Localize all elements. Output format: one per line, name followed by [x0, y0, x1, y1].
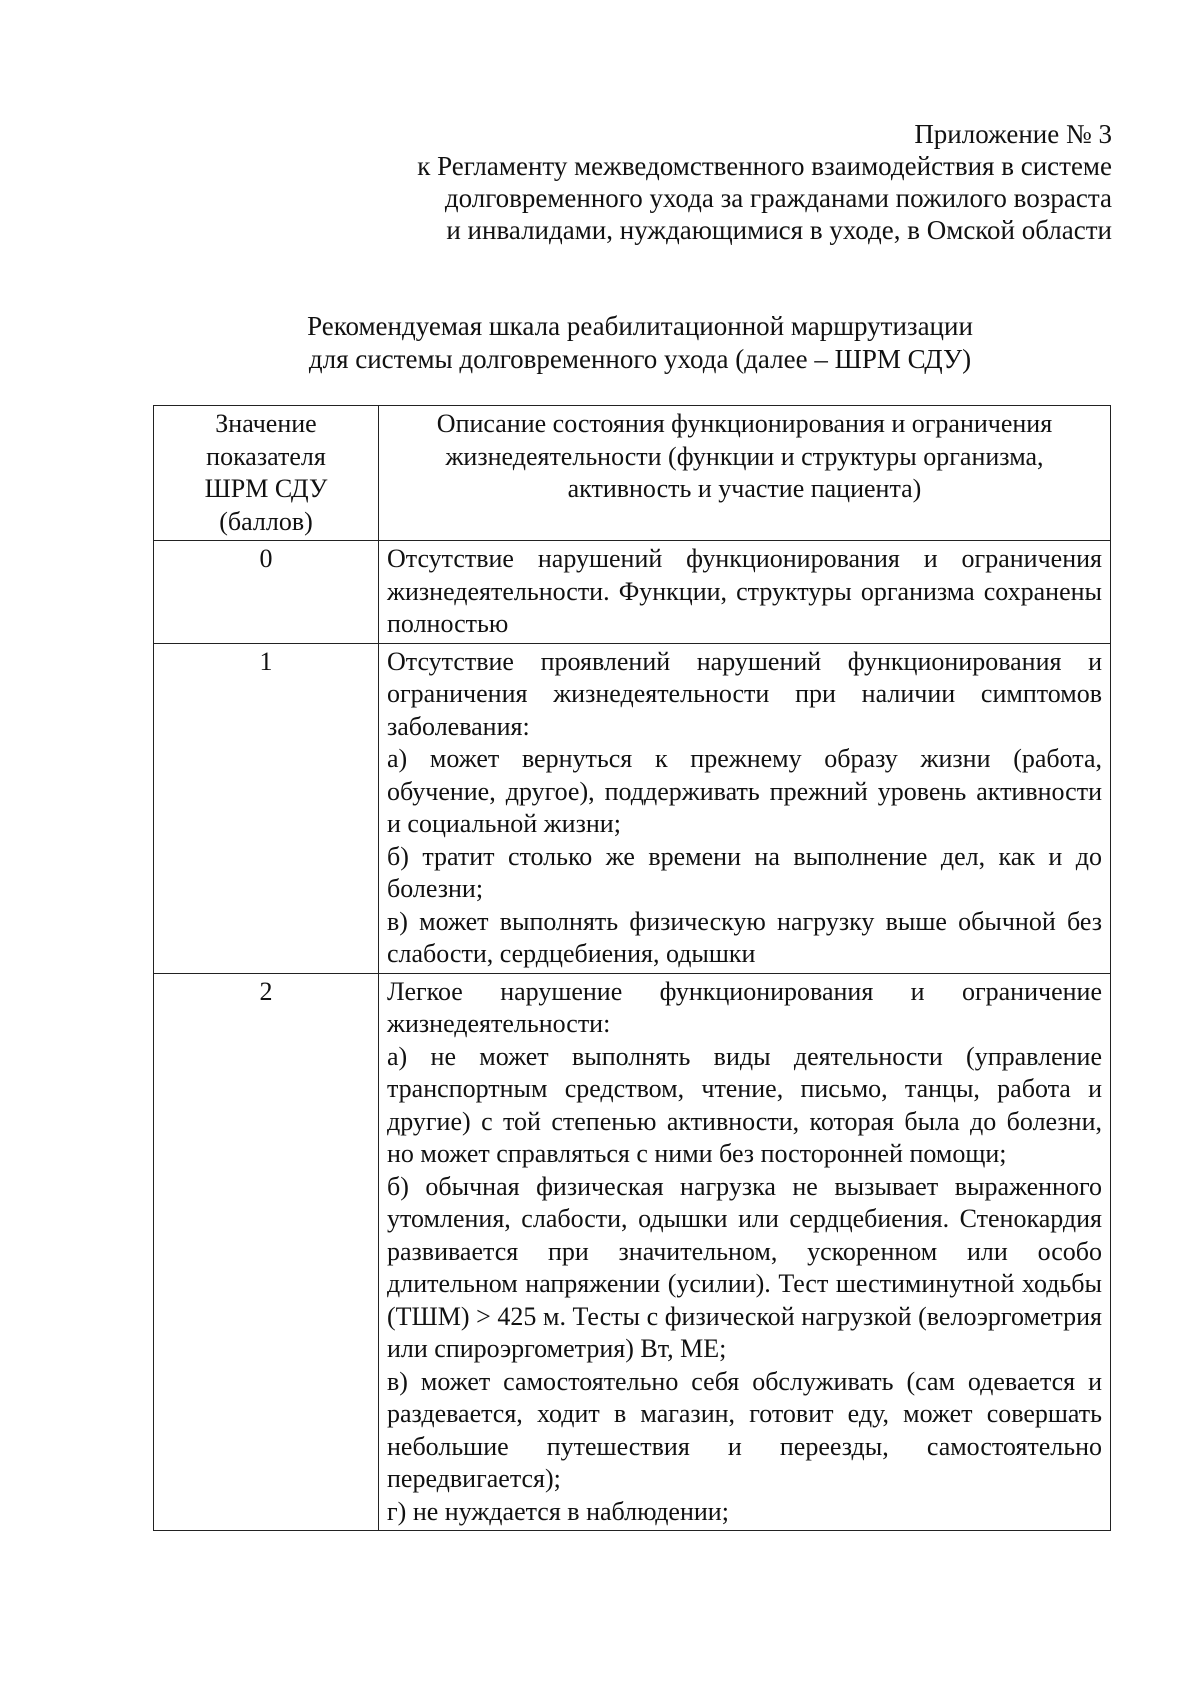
- header-text: Значение: [215, 409, 317, 438]
- header-text: активность и участие пациента): [567, 474, 922, 503]
- header-text: жизнедеятельности (функции и структуры организма,: [445, 441, 1044, 471]
- score-cell: 2: [154, 973, 379, 1531]
- description-paragraph: г) не нуждается в наблюдении;: [387, 1496, 729, 1526]
- table-header-row: [154, 406, 1111, 541]
- title-line: для системы долговременного ухода (далее – ШРМ СДУ): [308, 344, 972, 374]
- header-text: показателя: [206, 441, 326, 471]
- header-description-column: [379, 406, 1111, 541]
- header-text: ШРМ СДУ: [204, 474, 328, 503]
- description-paragraph: Отсутствие проявлений нарушений функционирования и ограничения жизнедеятельности при наличии симптомов заболевания:: [387, 646, 1102, 741]
- table-row: [154, 643, 1111, 973]
- appendix-line: долговременного ухода за гражданами пожилого возраста: [444, 183, 1112, 213]
- description-cell: [379, 973, 1111, 1531]
- appendix-line: и инвалидами, нуждающимися в уходе, в Омской области: [446, 215, 1112, 245]
- description-cell: [379, 643, 1111, 973]
- description-paragraph: а) может вернуться к прежнему образу жизни (работа, обучение, другое), поддерживать прежний уровень активности и социальной жизни;: [387, 744, 1102, 838]
- appendix-header: [212, 118, 1112, 246]
- appendix-line: Приложение № 3: [914, 119, 1112, 149]
- description-paragraph: в) может выполнять физическую нагрузку выше обычной без слабости, сердцебиения, одышки: [387, 906, 1102, 968]
- description-paragraph: Отсутствие нарушений функционирования и ограничения жизнедеятельности. Функции, структуры организма сохранены полностью: [387, 544, 1102, 638]
- description-paragraph: Легкое нарушение функционирования и ограничение жизнедеятельности:: [387, 976, 1102, 1038]
- header-text: Описание состояния функционирования и ограничения: [436, 409, 1053, 438]
- header-score-column: [154, 406, 379, 541]
- description-paragraph: б) обычная физическая нагрузка не вызывает выраженного утомления, слабости, одышки или сердцебиения. Стенокардия развивается при значительном, ускоренном или особо длительном напряжении (усилии). Тест шестиминутной ходьбы (ТШМ) > 425 м. Тесты с физической нагрузкой (велоэргометрия или спироэргометрия) Вт, МЕ;: [387, 1171, 1102, 1363]
- scale-table: [153, 405, 1111, 1531]
- appendix-line: к Регламенту межведомственного взаимодействия в системе: [417, 151, 1112, 181]
- title-line: Рекомендуемая шкала реабилитационной маршрутизации: [307, 311, 973, 341]
- description-cell: [379, 541, 1111, 644]
- score-cell: 1: [154, 643, 379, 973]
- table-row: [154, 541, 1111, 644]
- header-text: (баллов): [219, 506, 313, 536]
- score-cell: 0: [154, 541, 379, 644]
- description-paragraph: а) не может выполнять виды деятельности (управление транспортным средством, чтение, письмо, танцы, работа и другие) с той степенью активности, которая была до болезни, но может справляться с ними без посторонней помощи;: [387, 1041, 1102, 1168]
- table-row: [154, 973, 1111, 1531]
- description-paragraph: б) тратит столько же времени на выполнение дел, как и до болезни;: [387, 841, 1102, 903]
- description-paragraph: в) может самостоятельно себя обслуживать (сам одевается и раздевается, ходит в магазин, готовит еду, может совершать небольшие путешествия и переезды, самостоятельно передвигается);: [387, 1366, 1102, 1493]
- document-title: [140, 310, 1140, 376]
